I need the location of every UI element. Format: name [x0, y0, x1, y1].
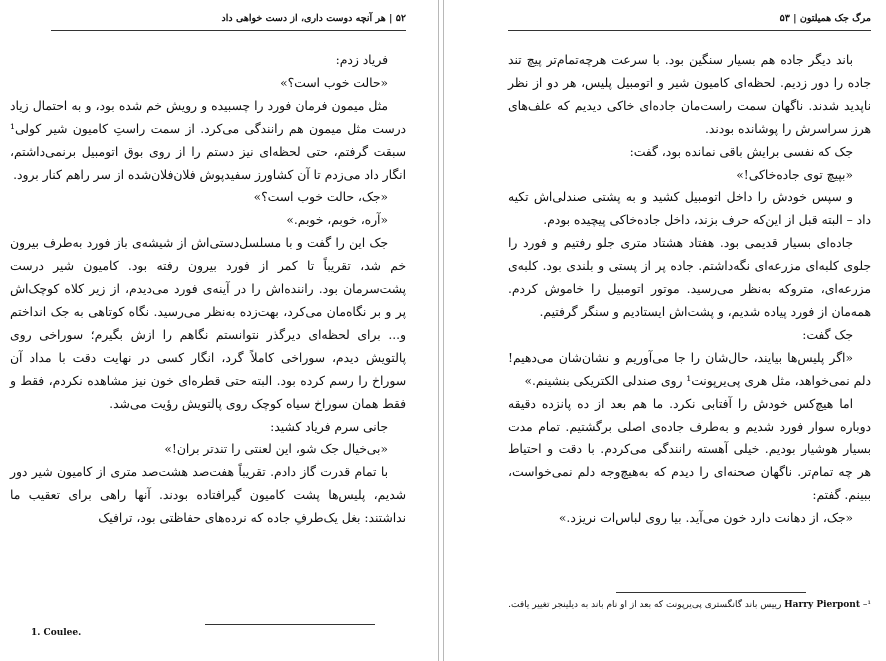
- paragraph: اما هیچ‌کس خودش را آفتابی نکرد. ما هم بعد از ده پانزده دقیقه دوباره سوار فورد شدیم و به‌طرف جاده‌ی اصلی برگشتیم. تمام مدت بسیار هوشیار بودیم. خیلی آهسته رانندگی می‌کردم. با دقت و احتیاط هر چه تمام‌تر. ناگهان صحنه‌ای را دیدم که به‌هیچ‌وجه دلم نمی‌خواست، ببینم. گفتم:: [508, 396, 871, 503]
- left-page-header: [51, 13, 406, 29]
- paragraph: «جک، حالت خوب است؟»: [253, 190, 388, 205]
- footnote-text: رییس باند گانگستری پی‌یرپونت که بعد از او نام باند به دیلینجر تغییر یافت.: [508, 600, 782, 610]
- paragraph: جک گفت:: [802, 327, 853, 342]
- footnote-marker: ¹–: [860, 600, 871, 610]
- right-footnote: [508, 597, 871, 613]
- right-page: [446, 0, 886, 661]
- footnote-name: Harry Pierpont: [784, 600, 861, 610]
- paragraph: «آره، خوبم، خوبم.»: [286, 213, 388, 228]
- left-footnote-rule: [205, 624, 375, 625]
- paragraph: «بپیچ توی جاده‌خاکی!»: [736, 167, 853, 182]
- book-gutter: [437, 0, 446, 661]
- paragraph: «جک، از دهانت دارد خون می‌آید. بیا روی لباس‌ات نریزد.»: [558, 511, 853, 526]
- paragraph: «بی‌خیال جک شو، این لعنتی را تندتر بران!»: [164, 442, 388, 457]
- left-header-text: ۵۲ | هر آنچه دوست داری، از دست خواهی داد: [221, 13, 406, 24]
- left-header-rule: [51, 30, 406, 31]
- right-footnote-rule: [616, 592, 806, 593]
- paragraph: فریاد زدم:: [335, 53, 388, 67]
- right-header-rule: [508, 30, 871, 31]
- left-page: [0, 0, 437, 661]
- paragraph: «حالت خوب است؟»: [280, 75, 388, 90]
- paragraph: باند دیگر جاده هم بسیار سنگین بود. با سرعت هرچه‌تمام‌تر پیچ تند جاده را دور زدیم. لحظه‌ای کامیون شیر و اتومبیل پلیس، هر دو از نظر ناپدید شدند. ناگهان سمت راست‌مان جاده‌ای خاکی دیدیم که علف‌های هرز سراسرش را پوشانده بودند.: [508, 53, 871, 136]
- right-page-body: [508, 49, 871, 530]
- paragraph: جانی سرم فریاد کشید:: [270, 419, 388, 434]
- right-header-text: مرگ جک همیلتون | ۵۳: [779, 13, 871, 24]
- paragraph: جک که نفسی برایش باقی نمانده بود، گفت:: [629, 144, 853, 159]
- paragraph: با تمام قدرت گاز دادم. تقریباً هفت‌صد هشت‌صد متری از کامیون شیر دور شدیم، پلیس‌ها پشت کامیون گیرافتاده بودند. آنها راهی برای تعقیب ما نداشتند: بغل یک‌طرفِ جاده که نرده‌های حفاظتی بود، ترافیک: [10, 465, 406, 526]
- paragraph: جاده‌ای بسیار قدیمی بود. هفتاد هشتاد متری جلو رفتیم و فورد را جلوی کلبه‌ای مزرعه‌ای نگه‌داشتم. جاده پر از پستی و بلندی بود. کلبه‌ی مزرعه‌ای، متروکه به‌نظر می‌رسید. موتور اتومبیل را خاموش کردم. همه‌مان از فورد پیاده شدیم، و پشت‌اش ایستادیم و سنگر گرفتیم.: [508, 236, 871, 319]
- right-page-header: [508, 13, 871, 29]
- left-page-body: [10, 49, 406, 530]
- paragraph: «اگر پلیس‌ها بیایند، حال‌شان را جا می‌آوریم و نشان‌شان می‌دهیم! دلم نمی‌خواهد، مثل هری پی‌یرپونت¹ روی صندلی الکتریکی بنشینم.»: [508, 350, 871, 388]
- paragraph: مثل میمون فرمان فورد را چسبیده و رویش خم شده بود، و به احتمال زیاد درست مثل میمون هم رانندگی می‌کرد. از سمت راستِ کامیون شیر کولی¹ سبقت گرفتم، حتی لحظه‌ای نیز دستم را از روی بوق اتومبیل برنمی‌داشتم، انگار داد می‌زدم تا آن کشاورز سفیدپوش فلان‌فلان‌شده از سر راهم کنار برود.: [10, 98, 406, 182]
- paragraph: و سپس خودش را داخل اتومبیل کشید و به پشتی صندلی‌اش تکیه داد – البته قبل از این‌که حرف بزند، داخل جاده‌خاکی پیچیده بودم.: [508, 190, 871, 228]
- paragraph: جک این را گفت و با مسلسل‌دستی‌اش از شیشه‌ی باز فورد به‌طرف بیرون خم شد، تقریباً تا کمر از فورد بیرون رفته بود. کامیون شیر درست پشت‌سرمان بود. راننده‌اش را در آینه‌ی فورد می‌دیدم، از زیر کلاه کوچک‌اش پر و بر نگاه‌مان می‌کرد، بهت‌زده به‌نظر می‌رسید. نگاه کوتاهی به جک انداختم و... برای لحظه‌ای دیرگذر نتوانستم نگاهم را ازش بگیرم؛ سوراخی روی پالتویش دیدم، سوراخی کاملاً گرد، انگار کسی در نهایت دقت با مداد آن سوراخ را رسم کرده بود. البته حتی قطره‌ای خون نیز مشاهده نکردم، فقط و فقط همان سوراخ سیاه کوچک روی پالتویش رؤیت می‌شد.: [10, 236, 406, 411]
- left-footnote: 1. Coulee.: [31, 628, 82, 638]
